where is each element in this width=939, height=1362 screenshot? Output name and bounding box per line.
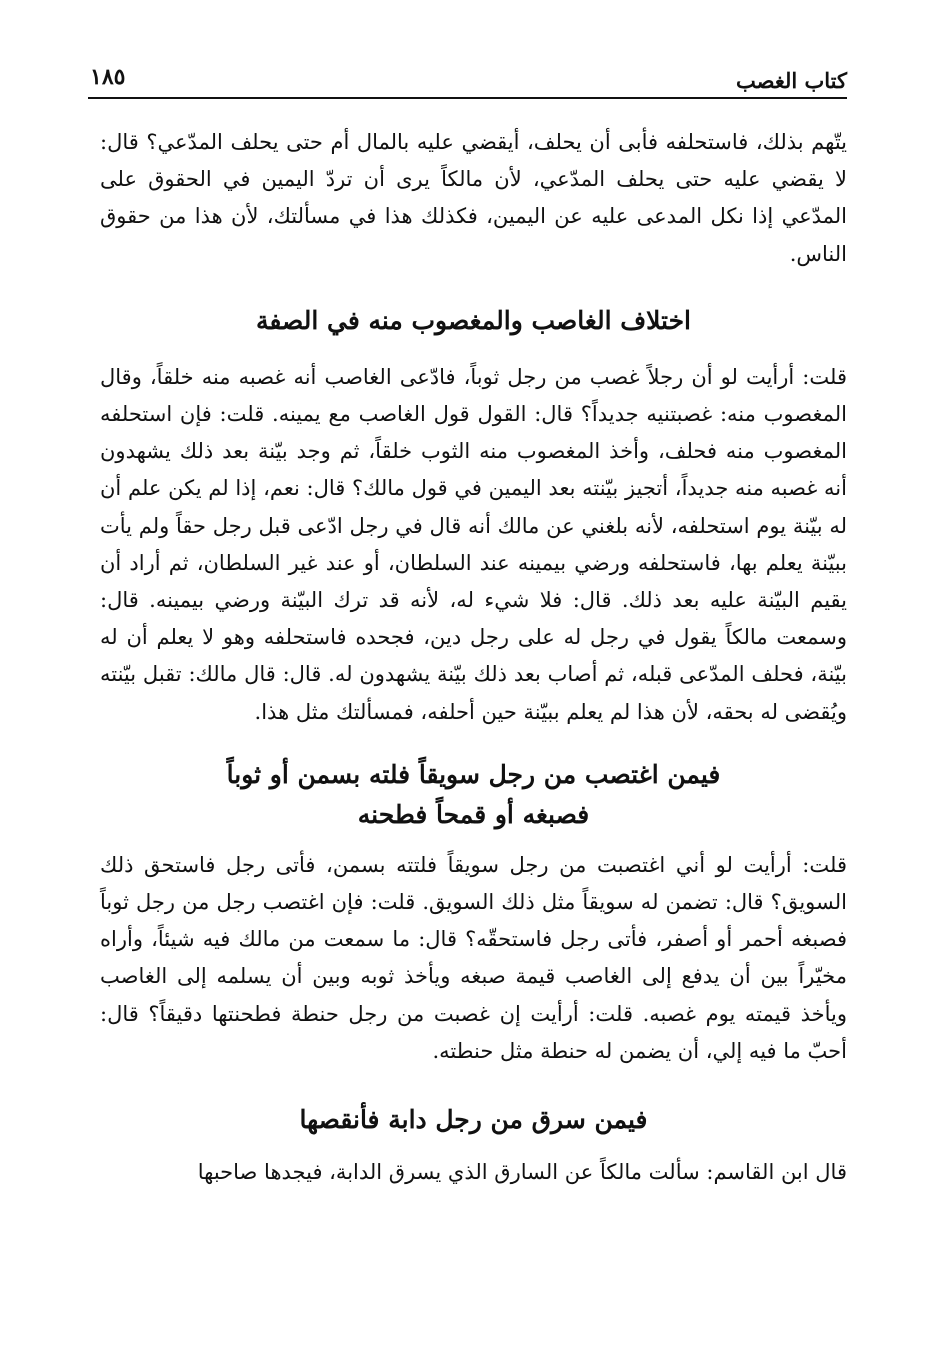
page-body — [100, 124, 847, 1191]
section-heading-line: فصبغه أو قمحاً فطحنه — [357, 799, 590, 829]
running-title: كتاب الغصب — [735, 68, 847, 93]
body-paragraph: يتّهم بذلك، فاستحلفه فأبى أن يحلف، أيقضي عليه بالمال أم حتى يحلف المدّعي؟ قال: لا يقضي عليه حتى يحلف المدّعي، لأن مالكاً يرى أن تردّ اليمين في الحقوق على المدّعي إذا نكل المدعى عليه عن اليمين، فكذلك هذا في مسألتك، لأن هذا من حقوق الناس. — [100, 130, 847, 266]
page-number: ١٨٥ — [90, 64, 126, 90]
header-rule — [88, 97, 847, 99]
section-heading-line: فيمن اغتصب من رجل سويقاً فلته بسمن أو ثوباً — [226, 759, 721, 789]
body-paragraph: قلت: أرأيت لو أن رجلاً غصب من رجل ثوباً، فادّعى الغاصب أنه غصبه منه خلقاً، وقال المغصوب منه: غصبتنيه جديداً؟ قال: القول قول الغاصب مع يمينه. قلت: فإن استحلفه المغصوب منه فحلف، وأخذ المغصوب منه الثوب خلقاً، ثم وجد بيّنة بعد ذلك يشهدون أنه غصبه منه جديداً، أتجيز بيّنته بعد اليمين في قول مالك؟ قال: نعم، إذا لم يكن علم أن له بيّنة يوم استحلفه، لأنه بلغني عن مالك أنه قال في رجل ادّعى قبل رجل حقاً ولم يأت ببيّنة يعلم بها، فاستحلفه ورضي بيمينه عند السلطان، أو عند غير السلطان، ثم أراد أن يقيم البيّنة عليه بعد ذلك. قال: فلا شيء له، لأنه قد ترك البيّنة ورضي بيمينه. قال: وسمعت مالكاً يقول في رجل له على رجل دين، فجحده فاستحلفه وهو لا يعلم أن له بيّنة، فحلف المدّعى قبله، ثم أصاب بعد ذلك بيّنة يشهدون له. قال: قال مالك: تقبل بيّنته ويُقضى له بحقه، لأن هذا لم يعلم ببيّنة حين أحلفه، فمسألتك مثل هذا. — [100, 364, 847, 724]
section-heading-block — [100, 755, 847, 835]
section-heading: فيمن سرق من رجل دابة فأنقصها — [299, 1105, 648, 1135]
body-paragraph: قلت: أرأيت لو أني اغتصبت من رجل سويقاً فلتته بسمن، فأتى رجل فاستحق ذلك السويق؟ قال: تضمن له سويقاً مثل ذلك السويق. قلت: فإن اغتصب رجل من رجل ثوباً فصبغه أحمر أو أصفر، فأتى رجل فاستحقّه؟ قال: ما سمعت من مالك فيه شيئاً، وأراه مخيّراً بين أن يدفع إلى الغاصب قيمة صبغه ويأخذ ثوبه وبين أن يسلمه إلى الغاصب ويأخذ قيمته يوم غصبه. قلت: أرأيت إن غصبت من رجل حنطة فطحنتها دقيقاً؟ قال: أحبّ ما فيه إلي، أن يضمن له حنطة مثل حنطته. — [100, 852, 847, 1063]
section-heading: اختلاف الغاصب والمغصوب منه في الصفة — [255, 305, 691, 335]
body-paragraph: قال ابن القاسم: سألت مالكاً عن السارق الذي يسرق الدابة، فيجدها صاحبها — [197, 1160, 847, 1185]
page-header — [88, 58, 847, 98]
